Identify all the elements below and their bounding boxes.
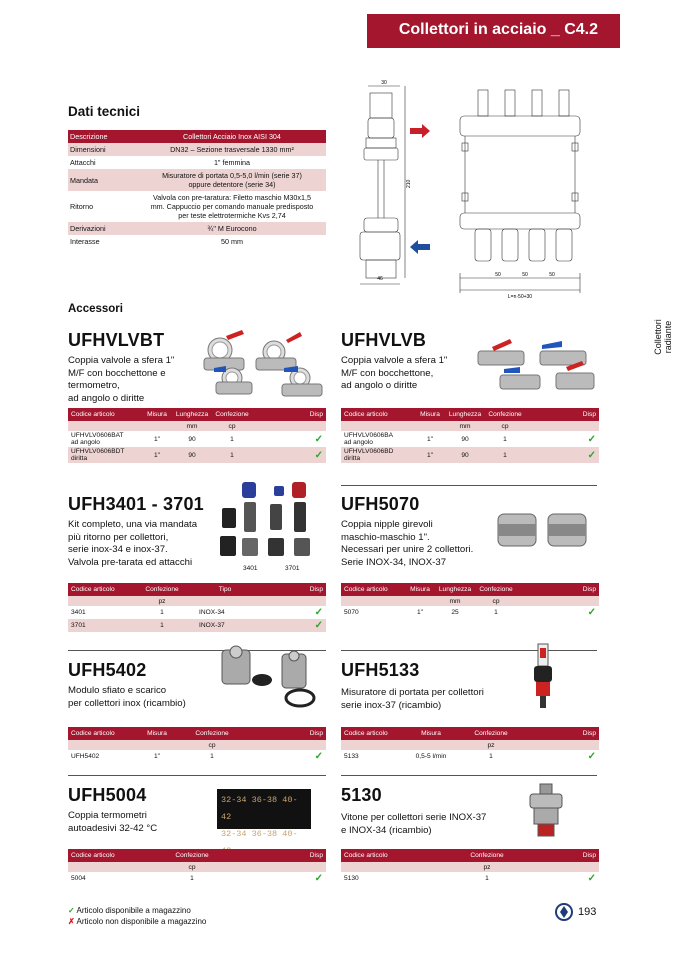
- tech-value: Valvola con pre-taratura: Filetto maschio M30x1,5 mm. Cappuccio per comando manuale predisposto per teste elettrotermiche Kvs 2,74: [150, 193, 314, 220]
- table-row: [341, 872, 599, 885]
- tech-value: ¾" M Eurocono: [138, 222, 326, 235]
- product-title-5130: 5130: [341, 785, 382, 805]
- units-row: [68, 596, 326, 606]
- desc-line: M/F con bocchettone,: [341, 367, 434, 379]
- tech-label: Descrizione: [68, 130, 138, 143]
- header-title: Collettori in acciaio _ C4.2: [398, 21, 598, 38]
- code-cell: [341, 447, 415, 463]
- desc-line: termometro,: [68, 380, 120, 391]
- col-header: Confezione: [475, 583, 517, 596]
- confezione: 1: [212, 447, 252, 463]
- product-title-ufh5070: UFH5070: [341, 494, 420, 514]
- thermo-label: 36-38: [251, 829, 278, 839]
- code-sub: ad angolo: [71, 439, 100, 446]
- check-icon: ✓: [314, 751, 323, 762]
- desc-line: Coppia nipple girevoli: [341, 519, 433, 530]
- code: 5070: [344, 609, 359, 616]
- col-header: Confezione: [172, 727, 252, 740]
- tipo: INOX-37: [196, 619, 254, 632]
- dim-left: 46: [377, 276, 383, 282]
- legend: [68, 905, 206, 927]
- col-header: Misura: [415, 408, 445, 421]
- col-header: Lunghezza: [172, 408, 212, 421]
- product-title-ufhvlvb: UFHVLVB: [341, 330, 427, 350]
- tech-value: Misuratore di portata 0,5-5,0 l/min (serie 37) oppure detentore (serie 34): [138, 169, 326, 191]
- col-header: Codice articolo: [68, 408, 142, 421]
- code-cell: [68, 447, 142, 463]
- tech-row: [68, 235, 326, 248]
- desc-line: Coppia termometri: [68, 810, 147, 821]
- unit: cp: [148, 862, 236, 872]
- units-row: [68, 862, 326, 872]
- accessori-title: Accessori: [68, 303, 123, 315]
- code: UFHVLV0606BDT: [71, 448, 125, 455]
- col-header: Confezione: [128, 583, 196, 596]
- desc-line: Misuratore di portata per collettori: [341, 687, 484, 698]
- misura: 0,5-5 l/min: [415, 753, 447, 760]
- tech-label: Mandata: [68, 169, 138, 191]
- product-image-5130: [520, 782, 572, 840]
- dim-50b: 50: [522, 272, 528, 278]
- table-ufh5070: [341, 583, 599, 619]
- confezione: 1: [128, 619, 196, 632]
- lunghezza: 90: [461, 435, 469, 443]
- product-title-ufh5004: UFH5004: [68, 785, 147, 805]
- dim-height: 210: [406, 179, 412, 188]
- confezione: 1: [489, 753, 493, 760]
- product-image-ufh5402: [212, 640, 327, 715]
- table-ufh5402: [68, 727, 326, 763]
- side-label-text: [653, 319, 673, 355]
- confezione: 1: [160, 609, 164, 616]
- product-desc-ufh5070: [341, 519, 473, 569]
- misura: 1": [416, 609, 423, 616]
- lunghezza: 90: [445, 447, 485, 463]
- check-icon: ✓: [587, 873, 596, 884]
- unit: pz: [128, 596, 196, 606]
- manifold-drawing: [340, 78, 600, 303]
- units-row: [341, 740, 599, 750]
- code: 3701: [68, 619, 128, 632]
- product-desc-ufhvlvbt: [68, 355, 174, 405]
- lunghezza: 90: [188, 435, 196, 443]
- tech-label: Dimensioni: [68, 143, 138, 156]
- side-label: [653, 312, 673, 362]
- tech-section-title: Dati tecnici: [68, 104, 141, 119]
- dim-50c: 50: [549, 272, 555, 278]
- desc-line: Valvola pre-tarata ed attacchi: [68, 556, 193, 568]
- legend-available-text: Articolo disponibile a magazzino: [76, 906, 191, 915]
- table-row: [341, 606, 599, 619]
- col-header: Codice articolo: [341, 408, 415, 421]
- desc-line: maschio-maschio 1".: [341, 531, 430, 543]
- code-sub: diritta: [344, 455, 361, 462]
- units-row: [68, 421, 326, 431]
- col-header: Misura: [142, 408, 172, 421]
- tech-label: Derivazioni: [68, 222, 138, 235]
- product-desc-5130: [341, 812, 486, 837]
- desc-line: autoadesivi 32-42 °C: [68, 822, 158, 834]
- tipo: INOX-34: [199, 609, 225, 616]
- desc-line: più ritorno per collettori,: [68, 531, 169, 543]
- units-row: [341, 596, 599, 606]
- tech-table: [68, 130, 326, 248]
- table-row: [68, 606, 326, 619]
- thermo-label: 40-: [282, 829, 298, 839]
- col-header: Disp: [254, 583, 326, 596]
- tech-value: DN32 – Sezione trasversale 1330 mm²: [138, 143, 326, 156]
- unit: cp: [475, 596, 517, 606]
- col-header: Misura: [407, 727, 455, 740]
- code: UFHVLV0606BAT: [71, 432, 124, 439]
- col-header: Lunghezza: [435, 583, 475, 596]
- unit: mm: [435, 596, 475, 606]
- dim-50a: 50: [495, 272, 501, 278]
- tech-row: [68, 222, 326, 235]
- tech-row: [68, 156, 326, 169]
- code: 5004: [71, 875, 86, 882]
- img-label-3401: 3401: [243, 565, 258, 572]
- cross-icon: ✗: [68, 917, 75, 926]
- tech-value: 1" femmina: [213, 158, 251, 167]
- product-title-ufhvlvbt: UFHVLVBT: [68, 330, 165, 350]
- tech-label: Interasse: [70, 237, 100, 246]
- tech-row: [68, 143, 326, 156]
- table-header: [341, 727, 599, 740]
- table-header: [341, 408, 599, 421]
- col-header: Disp: [525, 408, 599, 421]
- desc-line: Kit completo, una via mandata: [68, 519, 198, 530]
- desc-line: per collettori inox (ricambio): [68, 697, 186, 709]
- unit: pz: [421, 862, 553, 872]
- desc-line: serie inox-37 (ricambio): [341, 699, 442, 711]
- legend-unavailable: [68, 916, 206, 927]
- table-row: [68, 431, 326, 447]
- table-header: [68, 727, 326, 740]
- col-header: Confezione: [148, 849, 236, 862]
- product-image-ufhvlvb: [470, 333, 598, 398]
- desc-line: ad angolo o diritte: [68, 392, 145, 404]
- col-header: Lunghezza: [445, 408, 485, 421]
- units-row: [68, 740, 326, 750]
- col-header: Disp: [517, 583, 599, 596]
- col-header: Codice articolo: [341, 849, 421, 862]
- product-image-ufhvlvbt: [190, 328, 326, 400]
- code-cell: [341, 431, 415, 447]
- misura: 1": [153, 435, 160, 443]
- header-bar: [367, 14, 620, 48]
- desc-line: Serie INOX-34, INOX-37: [341, 556, 447, 568]
- table-header: [68, 849, 326, 862]
- unit: pz: [455, 740, 527, 750]
- side-label-line1: Collettori: [653, 319, 663, 355]
- table-row: [68, 872, 326, 885]
- col-header: Confezione: [212, 408, 252, 421]
- legend-unavailable-text: Articolo non disponibile a magazzino: [76, 917, 207, 926]
- code: 3401: [71, 609, 86, 616]
- unit: mm: [445, 421, 485, 431]
- check-icon: ✓: [314, 873, 323, 884]
- col-header: Confezione: [421, 849, 553, 862]
- col-header: Disp: [236, 849, 326, 862]
- code-cell: [68, 431, 142, 447]
- tech-row: [68, 169, 326, 191]
- code: 5133: [344, 753, 359, 760]
- check-icon: ✓: [314, 449, 323, 461]
- misura: 1": [142, 447, 172, 463]
- dim-top: 30: [381, 80, 387, 86]
- code: UFH5402: [71, 753, 100, 760]
- col-header: Confezione: [455, 727, 527, 740]
- legend-available: [68, 905, 206, 916]
- side-label-line2: radiante: [663, 320, 673, 354]
- product-desc-ufh3401: [68, 519, 197, 569]
- desc-line: e INOX-34 (ricambio): [341, 824, 432, 836]
- misura: 1": [153, 753, 160, 760]
- confezione: 1: [210, 753, 214, 760]
- page-number: 193: [578, 906, 597, 918]
- divider: [341, 775, 597, 776]
- table-ufh5133: [341, 727, 599, 763]
- divider: [68, 775, 326, 776]
- col-header: Disp: [553, 849, 599, 862]
- units-row: [341, 862, 599, 872]
- desc-line: Modulo sfiato e scarico: [68, 685, 167, 696]
- check-icon: ✓: [587, 607, 596, 618]
- col-header: Tipo: [196, 583, 254, 596]
- table-row: [68, 619, 326, 632]
- lunghezza: 90: [172, 447, 212, 463]
- product-title-ufh3401: UFH3401 - 3701: [68, 494, 204, 514]
- col-header: Codice articolo: [341, 583, 405, 596]
- col-header: Disp: [527, 727, 599, 740]
- table-5130: [341, 849, 599, 885]
- code: 5130: [344, 875, 359, 882]
- tech-label: Ritorno: [70, 202, 94, 211]
- product-image-ufh5070: [494, 508, 594, 552]
- tech-row: [68, 191, 326, 222]
- divider: [341, 485, 597, 486]
- unit: mm: [172, 421, 212, 431]
- thermo-label: 40-42: [221, 795, 298, 822]
- table-row: [341, 447, 599, 463]
- desc-line: serie inox-34 e inox-37.: [68, 544, 168, 555]
- col-header: Codice articolo: [68, 583, 128, 596]
- table-ufhvlvb: [341, 408, 599, 463]
- misura: 1": [426, 435, 433, 443]
- code: UFHVLV0606BA: [344, 432, 393, 439]
- desc-line: Coppia valvole a sfera 1": [341, 355, 448, 366]
- thermo-strip: [221, 792, 307, 826]
- desc-line: Coppia valvole a sfera 1": [68, 355, 175, 366]
- desc-line: ad angolo o diritte: [341, 380, 418, 391]
- misura: 1": [415, 447, 445, 463]
- table-ufhvlvbt: [68, 408, 326, 463]
- desc-line: M/F con bocchettone e: [68, 367, 166, 379]
- confezione: 1: [190, 875, 194, 882]
- col-header: Codice articolo: [341, 727, 407, 740]
- unit: cp: [485, 421, 525, 431]
- table-row: [68, 750, 326, 763]
- thermo-label: 32-34: [221, 795, 247, 805]
- brand-logo-icon: [555, 903, 573, 921]
- confezione: 1: [230, 435, 234, 443]
- confezione: 1: [485, 447, 525, 463]
- unit: cp: [212, 421, 252, 431]
- product-image-ufh3401: [212, 480, 328, 564]
- units-row: [341, 421, 599, 431]
- product-image-ufh5133: [528, 640, 558, 710]
- thermometer-strips: [217, 789, 311, 839]
- code: UFHVLV0606BD: [344, 448, 394, 455]
- lunghezza: 25: [451, 609, 459, 616]
- table-header: [68, 408, 326, 421]
- col-header: Codice articolo: [68, 849, 148, 862]
- col-header: Misura: [142, 727, 172, 740]
- table-ufh3401: [68, 583, 326, 632]
- check-icon: ✓: [587, 433, 596, 445]
- confezione: 1: [494, 609, 498, 616]
- confezione: 1: [485, 875, 489, 882]
- product-desc-ufh5004: [68, 810, 157, 835]
- unit: cp: [172, 740, 252, 750]
- thermo-label: 36-38: [251, 795, 278, 805]
- product-desc-ufh5133: [341, 687, 484, 712]
- check-icon: ✓: [587, 751, 596, 762]
- dim-total: L=n·50+30: [507, 294, 533, 300]
- thermo-label: 32-34: [221, 829, 247, 839]
- desc-line: Vitone per collettori serie INOX-37: [341, 812, 487, 823]
- table-header: [68, 583, 326, 596]
- desc-line: Necessari per unire 2 collettori.: [341, 544, 474, 555]
- table-header: [341, 849, 599, 862]
- tech-value: 50 mm: [221, 237, 243, 246]
- code-sub: ad angolo: [344, 439, 373, 446]
- col-header: Disp: [252, 408, 326, 421]
- col-header: Codice articolo: [68, 727, 142, 740]
- table-row: [341, 431, 599, 447]
- check-icon: ✓: [68, 906, 75, 915]
- confezione: 1: [503, 435, 507, 443]
- check-icon: ✓: [314, 620, 323, 631]
- img-label-3701: 3701: [285, 565, 300, 572]
- tech-row: [68, 130, 326, 143]
- product-desc-ufhvlvb: [341, 355, 447, 393]
- product-title-ufh5402: UFH5402: [68, 660, 147, 680]
- col-header: Disp: [252, 727, 326, 740]
- table-row: [341, 750, 599, 763]
- tech-label: Attacchi: [70, 158, 96, 167]
- table-ufh5004: [68, 849, 326, 885]
- code-sub: diritta: [71, 455, 88, 462]
- table-row: [68, 447, 326, 463]
- product-title-ufh5133: UFH5133: [341, 660, 420, 680]
- product-desc-ufh5402: [68, 685, 186, 710]
- check-icon: ✓: [314, 433, 323, 445]
- col-header: Confezione: [485, 408, 525, 421]
- divider: [341, 650, 597, 651]
- col-header: Misura: [405, 583, 435, 596]
- check-icon: ✓: [587, 449, 596, 461]
- check-icon: ✓: [314, 607, 323, 618]
- table-header: [341, 583, 599, 596]
- tech-value: Collettori Acciaio Inox AISI 304: [138, 130, 326, 143]
